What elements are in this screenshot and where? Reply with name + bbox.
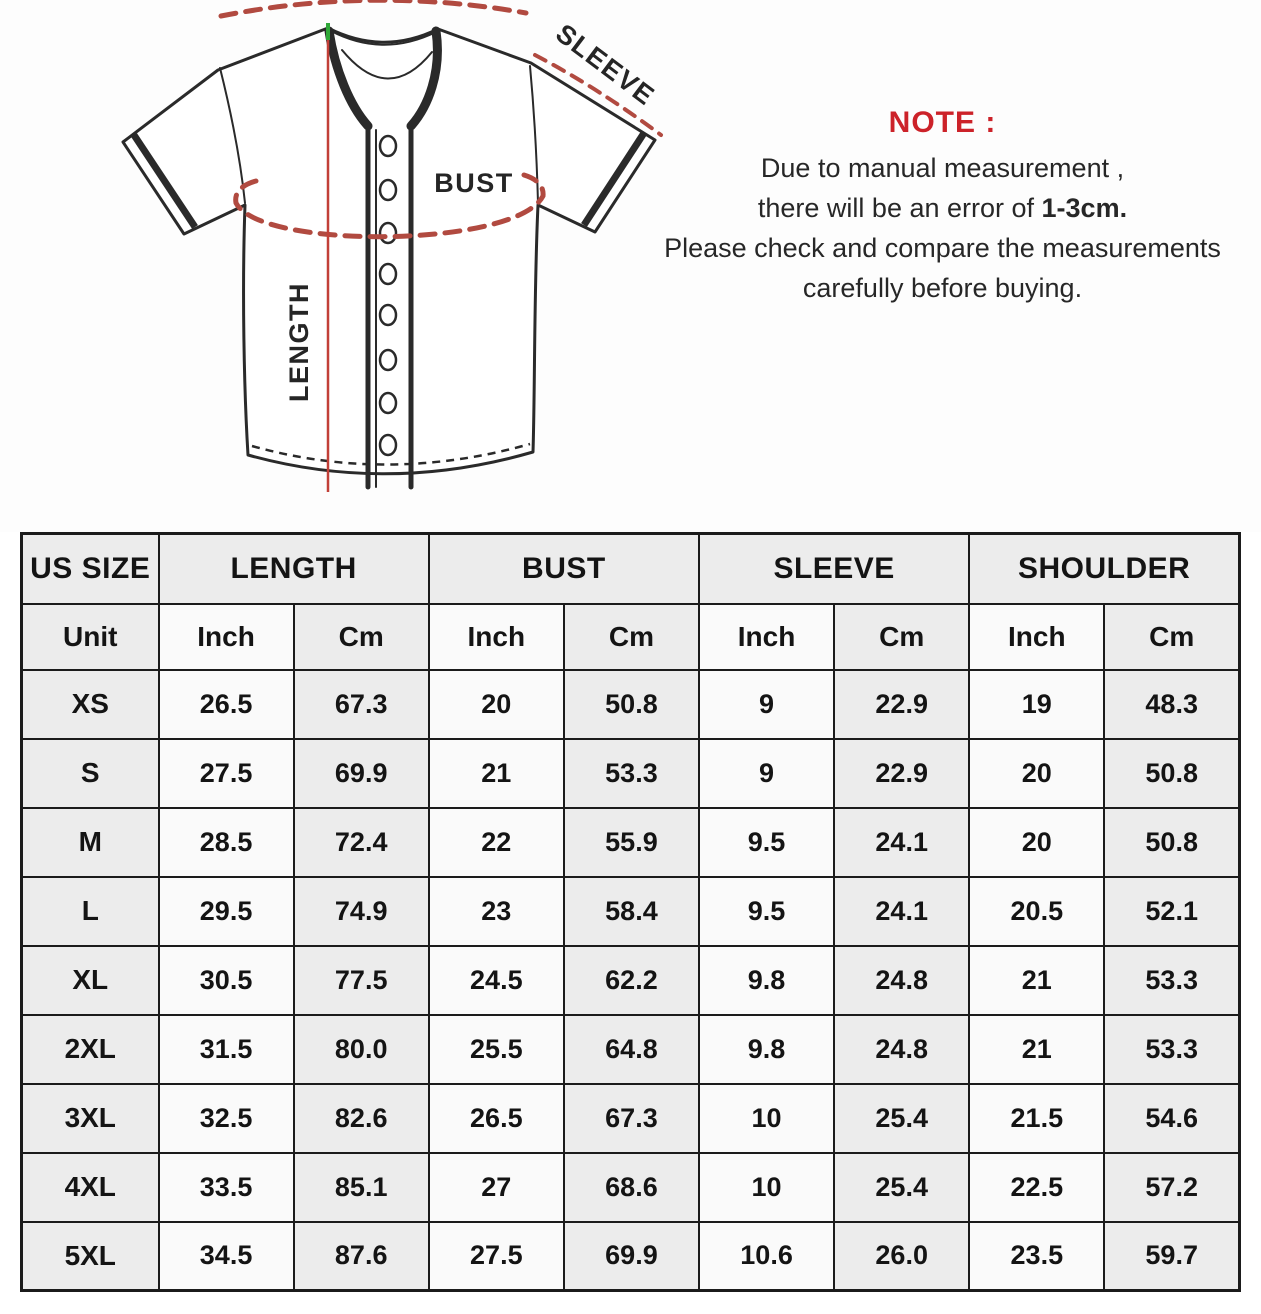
measurement-cell: 53.3 (564, 739, 699, 808)
measurement-cell: 27.5 (429, 1222, 564, 1291)
measurement-cell: 52.1 (1104, 877, 1239, 946)
size-row-s (22, 739, 1240, 808)
size-label-cell: S (22, 739, 159, 808)
button (380, 350, 396, 370)
unit-header-inch: Inch (699, 604, 834, 670)
button (380, 180, 396, 200)
measurement-cell: 69.9 (564, 1222, 699, 1291)
note-line-1: Due to manual measurement , (760, 153, 1125, 183)
button (380, 393, 396, 413)
measurement-cell: 20.5 (969, 877, 1104, 946)
measurement-cell: 30.5 (159, 946, 294, 1015)
measurement-cell: 24.1 (834, 877, 969, 946)
measurement-cell: 24.5 (429, 946, 564, 1015)
measurement-cell: 23.5 (969, 1222, 1104, 1291)
measurement-cell: 26.5 (429, 1084, 564, 1153)
measurement-cell: 62.2 (564, 946, 699, 1015)
measurement-cell: 25.4 (834, 1153, 969, 1222)
jersey-measurement-diagram (38, 0, 738, 532)
size-row-5xl (22, 1222, 1240, 1291)
measurement-cell: 10.6 (699, 1222, 834, 1291)
measurement-cell: 82.6 (294, 1084, 429, 1153)
size-label-cell: M (22, 808, 159, 877)
size-row-m (22, 808, 1240, 877)
size-row-xs (22, 670, 1240, 739)
size-row-2xl (22, 1015, 1240, 1084)
measurement-cell: 33.5 (159, 1153, 294, 1222)
measurement-cell: 21 (969, 946, 1104, 1015)
size-row-3xl (22, 1084, 1240, 1153)
size-row-l (22, 877, 1240, 946)
button (380, 305, 396, 325)
measurement-cell: 24.1 (834, 808, 969, 877)
measurement-cell: 10 (699, 1153, 834, 1222)
measurement-cell: 53.3 (1104, 1015, 1239, 1084)
size-label-cell: 2XL (22, 1015, 159, 1084)
length-label: LENGTH (284, 282, 314, 402)
measurement-cell: 64.8 (564, 1015, 699, 1084)
size-table (20, 532, 1241, 1292)
note-line-3: Please check and compare the measurements (664, 233, 1221, 263)
col-header-shoulder: SHOULDER (969, 534, 1239, 604)
measurement-cell: 55.9 (564, 808, 699, 877)
shoulder-measure-arc (221, 0, 526, 16)
unit-header-row (22, 604, 1240, 670)
unit-header-inch: Inch (969, 604, 1104, 670)
size-row-xl (22, 946, 1240, 1015)
measurement-cell: 9 (699, 670, 834, 739)
measurement-cell: 9.5 (699, 877, 834, 946)
measurement-cell: 10 (699, 1084, 834, 1153)
note-line-4: carefully before buying. (802, 273, 1083, 303)
col-header-bust: BUST (429, 534, 699, 604)
measurement-cell: 34.5 (159, 1222, 294, 1291)
bust-label: BUST (434, 168, 514, 198)
measurement-cell: 27 (429, 1153, 564, 1222)
note-block (660, 106, 1225, 308)
size-label-cell: XL (22, 946, 159, 1015)
measurement-cell: 72.4 (294, 808, 429, 877)
col-header-sleeve: SLEEVE (699, 534, 969, 604)
size-table-header (22, 534, 1240, 670)
group-header-row (22, 534, 1240, 604)
sleeve-label: SLEEVE (550, 18, 661, 112)
size-row-4xl (22, 1153, 1240, 1222)
measurement-cell: 77.5 (294, 946, 429, 1015)
measurement-cell: 26.0 (834, 1222, 969, 1291)
button (380, 223, 396, 243)
measurement-cell: 24.8 (834, 1015, 969, 1084)
col-header-length: LENGTH (159, 534, 429, 604)
measurement-cell: 87.6 (294, 1222, 429, 1291)
measurement-cell: 9.8 (699, 946, 834, 1015)
note-line-2 (660, 188, 1225, 228)
measurement-diagram-section (0, 0, 1261, 532)
unit-header: Unit (22, 604, 159, 670)
measurement-cell: 29.5 (159, 877, 294, 946)
measurement-cell: 25.5 (429, 1015, 564, 1084)
measurement-cell: 24.8 (834, 946, 969, 1015)
size-label-cell: L (22, 877, 159, 946)
measurement-cell: 21 (969, 1015, 1104, 1084)
measurement-cell: 80.0 (294, 1015, 429, 1084)
measurement-cell: 50.8 (564, 670, 699, 739)
measurement-cell: 28.5 (159, 808, 294, 877)
measurement-cell: 53.3 (1104, 946, 1239, 1015)
note-line-2-text: there will be an error of (757, 193, 1042, 223)
measurement-cell: 68.6 (564, 1153, 699, 1222)
measurement-cell: 67.3 (294, 670, 429, 739)
size-label-cell: XS (22, 670, 159, 739)
measurement-cell: 58.4 (564, 877, 699, 946)
measurement-cell: 23 (429, 877, 564, 946)
measurement-cell: 67.3 (564, 1084, 699, 1153)
unit-header-cm: Cm (1104, 604, 1239, 670)
measurement-cell: 32.5 (159, 1084, 294, 1153)
measurement-cell: 19 (969, 670, 1104, 739)
measurement-cell: 22.9 (834, 670, 969, 739)
unit-header-cm: Cm (564, 604, 699, 670)
col-header-us-size: US SIZE (22, 534, 159, 604)
measurement-cell: 9 (699, 739, 834, 808)
unit-header-inch: Inch (429, 604, 564, 670)
measurement-cell: 50.8 (1104, 808, 1239, 877)
size-label-cell: 3XL (22, 1084, 159, 1153)
measurement-cell: 59.7 (1104, 1222, 1239, 1291)
measurement-cell: 20 (429, 670, 564, 739)
unit-header-cm: Cm (294, 604, 429, 670)
measurement-cell: 26.5 (159, 670, 294, 739)
measurement-cell: 25.4 (834, 1084, 969, 1153)
measurement-cell: 22.5 (969, 1153, 1104, 1222)
measurement-cell: 22.9 (834, 739, 969, 808)
note-title: NOTE : (888, 106, 997, 139)
size-label-cell: 5XL (22, 1222, 159, 1291)
button (380, 136, 396, 156)
measurement-cell: 22 (429, 808, 564, 877)
measurement-cell: 69.9 (294, 739, 429, 808)
measurement-cell: 74.9 (294, 877, 429, 946)
unit-header-cm: Cm (834, 604, 969, 670)
measurement-cell: 85.1 (294, 1153, 429, 1222)
measurement-cell: 50.8 (1104, 739, 1239, 808)
measurement-cell: 57.2 (1104, 1153, 1239, 1222)
measurement-cell: 20 (969, 808, 1104, 877)
measurement-cell: 9.5 (699, 808, 834, 877)
size-table-body (22, 670, 1240, 1291)
measurement-cell: 20 (969, 739, 1104, 808)
measurement-cell: 9.8 (699, 1015, 834, 1084)
measurement-cell: 31.5 (159, 1015, 294, 1084)
button (380, 264, 396, 284)
measurement-cell: 27.5 (159, 739, 294, 808)
measurement-cell: 48.3 (1104, 670, 1239, 739)
size-label-cell: 4XL (22, 1153, 159, 1222)
measurement-cell: 54.6 (1104, 1084, 1239, 1153)
measurement-cell: 21 (429, 739, 564, 808)
note-line-2-bold: 1-3cm. (1041, 193, 1128, 223)
button (380, 435, 396, 455)
unit-header-inch: Inch (159, 604, 294, 670)
measurement-cell: 21.5 (969, 1084, 1104, 1153)
